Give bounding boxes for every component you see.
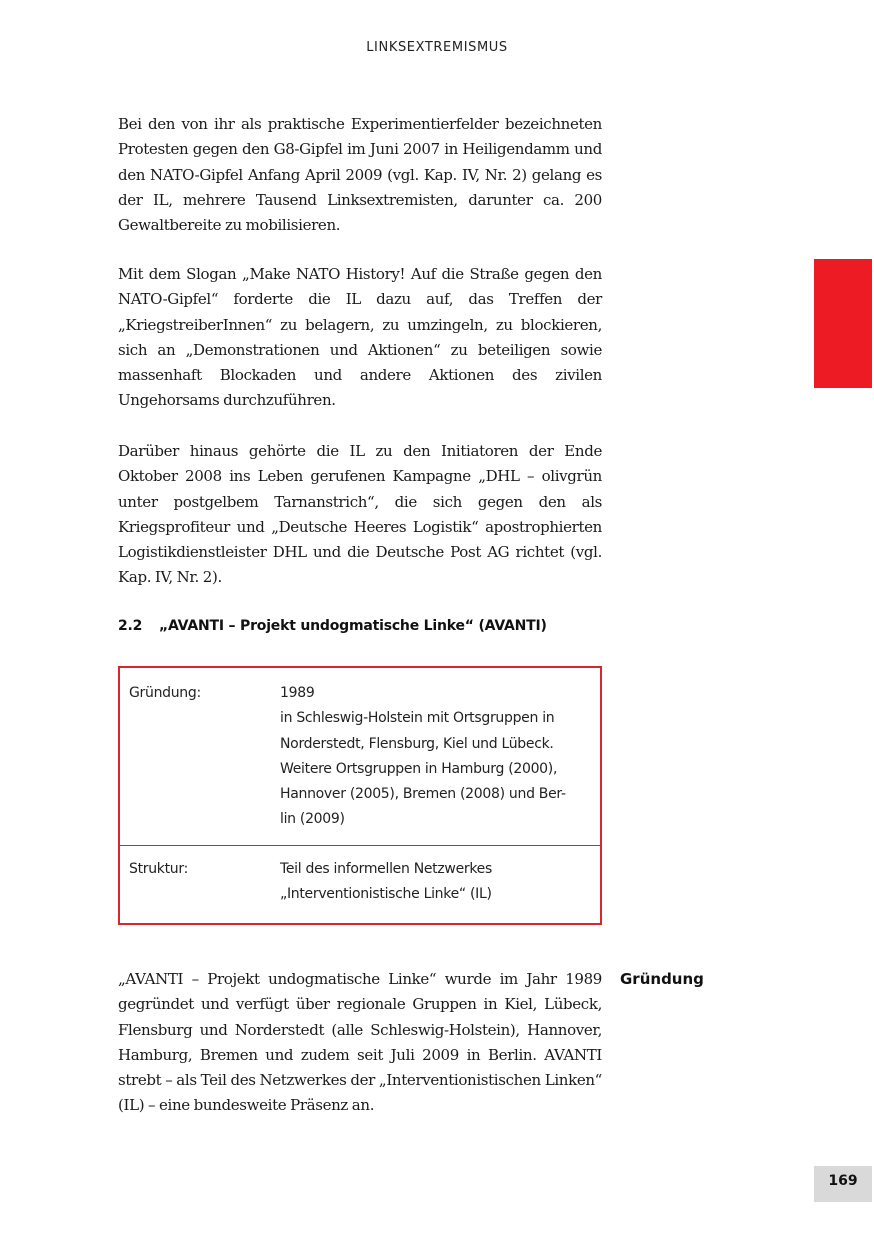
fact-value	[280, 681, 595, 833]
fact-value-line: Teil des informellen Netzwerkes	[280, 861, 492, 877]
fact-divider	[120, 845, 600, 846]
margin-note: Gründung	[620, 970, 704, 988]
fact-value-line: 1989	[280, 685, 315, 701]
fact-box	[118, 666, 602, 925]
section-heading	[118, 618, 547, 634]
section-number: 2.2	[118, 618, 143, 634]
fact-label: Struktur:	[129, 861, 189, 877]
paragraph-protests: Bei den von ihr als praktische Experimentierfelder bezeichneten Protesten gegen den G8-Gipfel im Juni 2007 in Heiligendamm und den NATO-Gipfel Anfang April 2009 (vgl. Kap. IV, Nr. 2) gelang es der IL, mehrere Tausend Linksextremisten, darunter ca. 200 Gewaltbereite zu mobilisieren.	[118, 115, 602, 235]
paragraph-avanti-founding: „AVANTI – Projekt undogmatische Linke“ wurde im Jahr 1989 gegründet und verfügt über regionale Gruppen in Kiel, Lübeck, Flensburg und Norderstedt (alle Schleswig-Holstein), Hannover, Hamburg, Bremen und zudem seit Juli 2009 in Berlin. AVANTI strebt – als Teil des Netzwerkes der „Interventionistischen Linken“ (IL) – eine bundesweite Präsenz an.	[118, 970, 602, 1115]
paragraph-dhl-campaign: Darüber hinaus gehörte die IL zu den Initiatoren der Ende Oktober 2008 ins Leben gerufenen Kampagne „DHL – olivgrün unter postgelbem Tarnanstrich“, die sich gegen den als Kriegsprofiteur und „Deutsche Heeres Logistik“ apostrophierten Logistikdienstleister DHL und die Deutsche Post AG richtet (vgl. Kap. IV, Nr. 2).	[118, 442, 602, 587]
fact-value-line: Norderstedt, Flensburg, Kiel und Lübeck.	[280, 735, 554, 752]
section-title: „AVANTI – Projekt undogmatische Linke“ (AVANTI)	[159, 618, 547, 634]
fact-value-line: „Interventionistische Linke“ (IL)	[280, 886, 492, 903]
fact-label: Gründung:	[129, 685, 201, 701]
fact-value	[280, 857, 595, 908]
fact-value-line: Hannover (2005), Bremen (2008) und Ber-	[280, 786, 566, 803]
running-head: LINKSEXTREMISMUS	[366, 40, 508, 55]
fact-value-line: Weitere Ortsgruppen in Hamburg (2000),	[280, 760, 558, 777]
fact-value-line: in Schleswig-Holstein mit Ortsgruppen in	[280, 710, 555, 727]
page-number: 169	[814, 1166, 872, 1202]
chapter-thumb-tab	[814, 259, 872, 388]
fact-value-line: lin (2009)	[280, 811, 345, 828]
paragraph-nato-slogan: Mit dem Slogan „Make NATO History! Auf die Straße gegen den NATO-Gipfel“ forderte die IL dazu auf, das Treffen der „KriegstreiberInnen“ zu belagern, zu umzingeln, zu blockieren, sich an „Demonstrationen und Aktionen“ zu beteiligen sowie massenhaft Blockaden und andere Aktionen des zivilen Ungehorsams durchzuführen.	[118, 265, 602, 410]
